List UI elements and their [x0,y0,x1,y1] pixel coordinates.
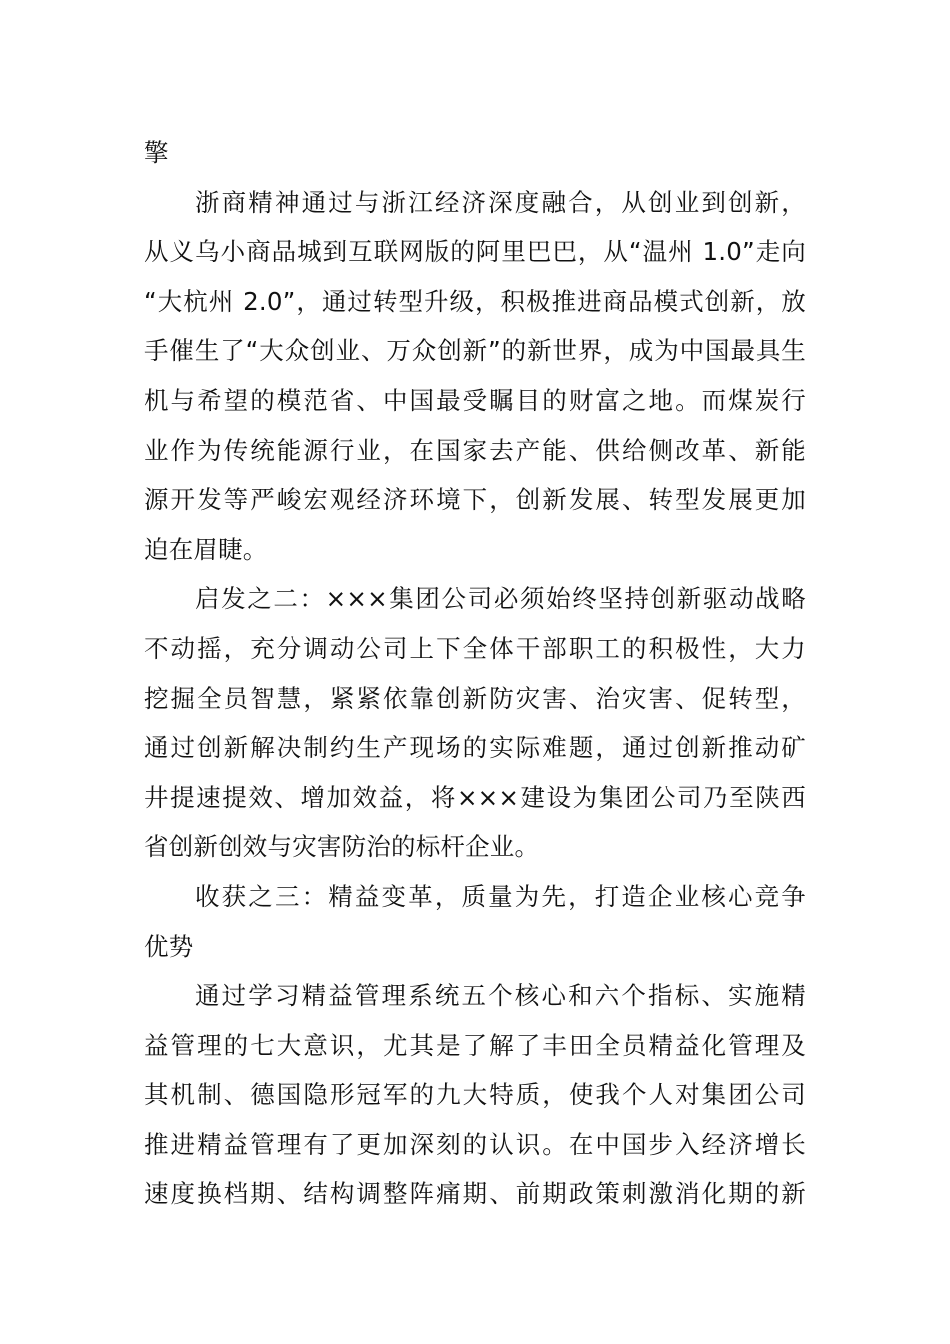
text-line: 省创新创效与灾害防治的标杆企业。 [144,832,540,862]
text-line: 速度换档期、结构调整阵痛期、前期政策刺激消化期的新 [144,1179,806,1209]
text-line: 手催生了“大众创业、万众创新”的新世界，成为中国最具生 [144,336,806,366]
text-line: “大杭州 2.0”，通过转型升级，积极推进商品模式创新，放 [144,286,806,316]
text-line: 机与希望的模范省、中国最受瞩目的财富之地。而煤炭行 [144,385,806,415]
text-line: 其机制、德国隐形冠军的九大特质，使我个人对集团公司 [144,1080,806,1110]
text-line: 擎 [144,138,169,167]
paragraph-first-line: 启发之二：×××集团公司必须始终坚持创新驱动战略 [195,584,806,614]
text-line: 井提速提效、增加效益，将×××建设为集团公司乃至陕西 [144,782,806,812]
text-line: 通过创新解决制约生产现场的实际难题，通过创新推动矿 [144,733,806,763]
text-line: 不动摇，充分调动公司上下全体干部职工的积极性，大力 [144,633,806,663]
document-body [144,128,806,1219]
text-line: 从义乌小商品城到互联网版的阿里巴巴，从“温州 1.0”走向 [144,237,806,267]
text-line: 挖掘全员智慧，紧紧依靠创新防灾害、治灾害、促转型， [144,683,806,713]
text-line: 迫在眉睫。 [144,534,268,564]
section-heading-line: 优势 [144,931,194,961]
paragraph-first-line: 通过学习精益管理系统五个核心和六个指标、实施精 [195,981,806,1011]
text-line: 源开发等严峻宏观经济环境下，创新发展、转型发展更加 [144,485,806,515]
text-line: 益管理的七大意识，尤其是了解了丰田全员精益化管理及 [144,1030,806,1060]
text-line: 业作为传统能源行业，在国家去产能、供给侧改革、新能 [144,435,806,465]
section-heading-line: 收获之三：精益变革，质量为先，打造企业核心竞争 [195,881,806,911]
text-line: 推进精益管理有了更加深刻的认识。在中国步入经济增长 [144,1129,806,1159]
paragraph-first-line: 浙商精神通过与浙江经济深度融合，从创业到创新， [195,187,806,217]
